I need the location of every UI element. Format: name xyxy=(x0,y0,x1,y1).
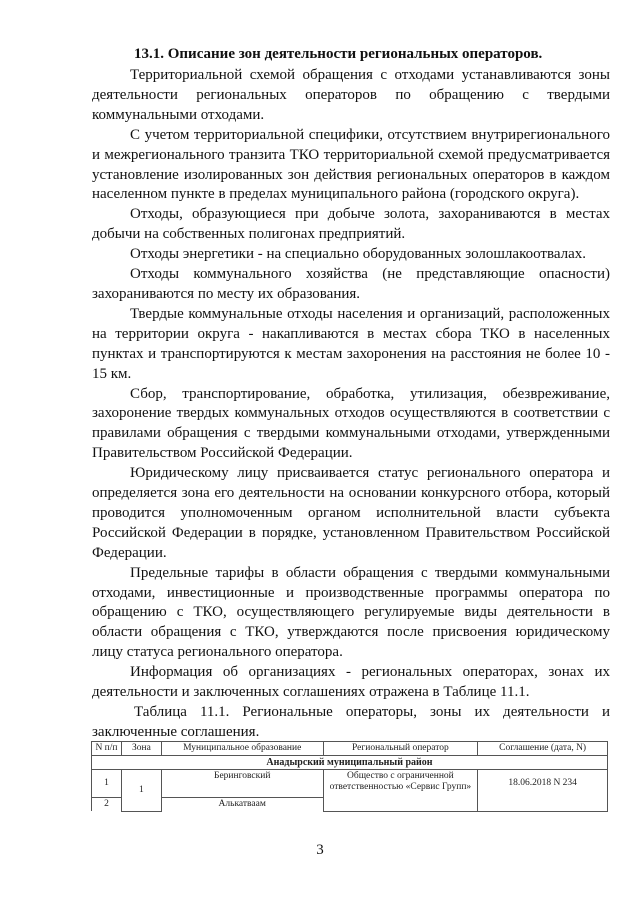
operators-table xyxy=(91,741,608,812)
row-municipality: Беринговский xyxy=(161,770,323,798)
paragraph: Отходы коммунального хозяйства (не представляющие опасности) захораниваются по месту их образования. xyxy=(92,266,610,302)
body-text xyxy=(92,66,610,743)
table-caption: Таблица 11.1. Региональные операторы, зоны их деятельности и заключенные соглашения. xyxy=(92,704,610,740)
row-num: 1 xyxy=(92,770,122,798)
header-num: N п/п xyxy=(92,742,122,756)
zone-cell: 1 xyxy=(121,770,161,812)
page-number: 3 xyxy=(316,842,324,858)
paragraph: Предельные тарифы в области обращения с твердыми коммунальными отходами, инвестиционные и производственные программы оператора по обращению с ТКО, осуществляющего регулируемые виды деятельности в области обращения с ТКО, утверждаются после присвоения юридическому лицу статуса регионального оператора. xyxy=(92,564,610,661)
header-operator: Региональный оператор xyxy=(323,742,478,756)
section-heading: 13.1. Описание зон деятельности региональных операторов. xyxy=(134,46,543,62)
paragraph: Отходы, образующиеся при добыче золота, захораниваются в местах добычи на собственных полигонах предприятий. xyxy=(92,206,610,243)
paragraph: Сбор, транспортирование, обработка, утилизация, обезвреживание, захоронение твердых коммунальных отходов осуществляются в соответствии с правилами обращения с твердыми коммунальными отходами, утвержденными Правительством Российской Федерации. xyxy=(92,385,610,462)
table-row xyxy=(92,770,608,798)
row-num: 2 xyxy=(92,798,122,812)
agreement-cell: 18.06.2018 N 234 xyxy=(478,770,608,812)
paragraph: Информация об организациях - региональных операторах, зонах их деятельности и заключенных соглашениях отражена в Таблице 11.1. xyxy=(92,664,610,701)
paragraph: Отходы энергетики - на специально оборудованных золошлакоотвалах. xyxy=(130,246,587,263)
table-header-row xyxy=(92,742,608,756)
header-zone: Зона xyxy=(121,742,161,756)
paragraph: Территориальной схемой обращения с отходами устанавливаются зоны деятельности региональных операторов по обращению с твердыми коммунальными отходами. xyxy=(92,67,610,123)
row-municipality: Алькатваам xyxy=(161,798,323,812)
paragraph: Юридическому лицу присваивается статус регионального оператора и определяется зона его деятельности на основании конкурсного отбора, который проводится уполномоченным органом исполнительной власти субъекта Российской Федерации в порядке, установленном Правительством Российской Федерации. xyxy=(92,465,610,561)
header-agreement: Соглашение (дата, N) xyxy=(478,742,608,756)
paragraph: С учетом территориальной специфики, отсутствием внутрирегионального и межрегионального транзита ТКО территориальной схемой предусматривается установление изолированных зон действия региональных операторов в каждом населенном пункте в пределах муниципального района (городского округа). xyxy=(92,126,610,203)
header-municipality: Муниципальное образование xyxy=(161,742,323,756)
paragraph: Твердые коммунальные отходы населения и организаций, расположенных на территории округа - накапливаются в местах сбора ТКО в населенных пунктах и транспортируются к местам захоронения на расстояния не более 10 - 15 км. xyxy=(92,305,610,382)
group-title: Анадырский муниципальный район xyxy=(92,756,608,770)
operator-cell: Общество с ограниченной ответственностью «Сервис Групп» xyxy=(323,770,478,812)
table-group-row xyxy=(92,756,608,770)
